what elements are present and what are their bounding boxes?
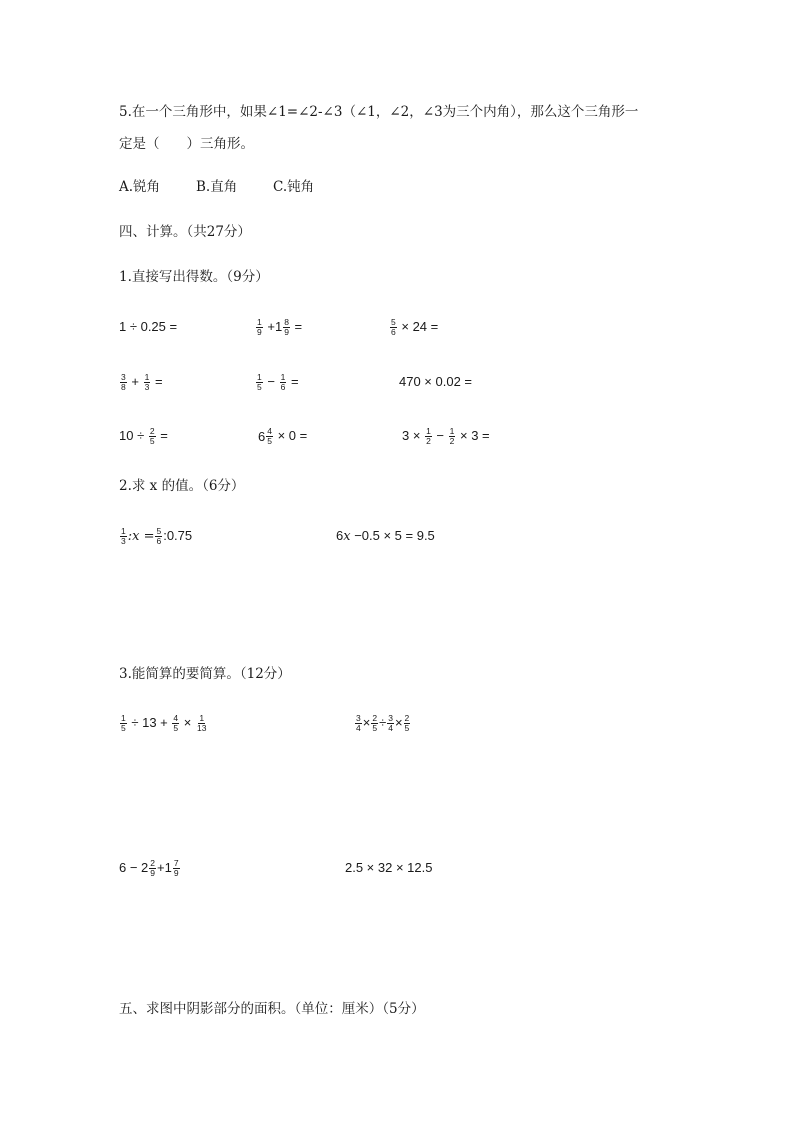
fraction: $\frac{1}{3}$	[144, 372, 150, 393]
fraction: $\frac{2}{9}$	[150, 858, 156, 879]
fraction: $\frac{2}{5}$	[372, 713, 378, 734]
sub1-title: 1.直接写出得数。（9分）	[119, 269, 269, 285]
operator: ÷	[379, 715, 387, 730]
equation-tail: :0.75	[163, 528, 193, 543]
operator: −	[436, 428, 445, 443]
simplify-expr-2	[354, 714, 411, 733]
calc-text: 6 − 2	[119, 860, 149, 875]
fraction: $\frac{3}{8}$	[121, 372, 126, 393]
equals: =	[290, 374, 299, 389]
equation-2	[336, 527, 435, 546]
q5-line1: 5.在一个三角形中，如果∠1=∠2-∠3（∠1，∠2，∠3为三个内角），那么这个三角形一	[119, 104, 639, 120]
fraction: $\frac{2}{5}$	[149, 426, 155, 447]
calc-text: × 3 =	[460, 428, 490, 443]
fraction: $\frac{3}{4}$	[388, 713, 393, 734]
fraction: $\frac{1}{2}$	[426, 426, 431, 447]
operator: ÷ 13 +	[131, 715, 168, 730]
variable-x: x	[343, 529, 351, 544]
fraction: $\frac{5}{6}$	[391, 317, 396, 338]
q5-option-a: A.锐角	[119, 179, 161, 195]
fraction: $\frac{8}{9}$	[284, 317, 289, 338]
simplify-expr-1	[119, 714, 208, 733]
calc-text: 3 ×	[402, 428, 421, 443]
calc-item-i	[402, 427, 490, 446]
fraction: $\frac{5}{6}$	[156, 526, 162, 547]
calc-text: 2.5 × 32 × 12.5	[345, 860, 433, 875]
equals: =	[294, 319, 303, 334]
q5-option-c: C.钝角	[273, 179, 315, 195]
operator: +1	[157, 860, 172, 875]
operator: ×	[183, 715, 192, 730]
fraction: $\frac{1}{2}$	[449, 426, 455, 447]
calc-text: 10 ÷	[119, 428, 145, 443]
calc-text: 470 × 0.02 =	[399, 374, 473, 389]
operator: +	[131, 374, 139, 389]
equation-coef: 6	[336, 528, 344, 543]
calc-text: × 24 =	[401, 319, 439, 334]
calc-item-c	[389, 318, 438, 337]
fraction: $\frac{1}{5}$	[257, 372, 262, 393]
operator: −	[267, 374, 275, 389]
fraction: $\frac{1}{5}$	[121, 713, 126, 734]
calc-item-d	[119, 373, 163, 392]
equals: =	[160, 428, 168, 443]
fraction: $\frac{3}{4}$	[356, 713, 361, 734]
calc-item-e	[255, 373, 299, 392]
mixed-number: 6 $\frac{4}{5}$	[258, 426, 272, 447]
fraction: $\frac{1}{6}$	[280, 372, 286, 393]
equals: =	[154, 374, 163, 389]
operator: +1	[267, 319, 283, 334]
q5-option-b: B.直角	[196, 179, 238, 195]
simplify-expr-4	[345, 859, 432, 877]
fraction: $\frac{1}{3}$	[121, 526, 126, 547]
sub3-title: 3.能简算的要简算。（12分）	[119, 666, 291, 682]
simplify-expr-3	[119, 859, 181, 878]
sub2-title: 2.求 x 的值。（6分）	[119, 478, 245, 494]
equation-mid: :x =	[127, 529, 155, 544]
calc-text: 1 ÷ 0.25 =	[119, 319, 178, 334]
calc-item-f	[399, 373, 472, 391]
fraction: $\frac{7}{9}$	[173, 858, 179, 879]
calc-text: × 0 =	[277, 428, 308, 443]
fraction: $\frac{4}{5}$	[173, 713, 179, 734]
calc-item-a	[119, 318, 177, 336]
operator: ×	[362, 715, 371, 730]
fraction: $\frac{1}{13}$	[196, 713, 207, 734]
fraction: $\frac{1}{9}$	[257, 317, 262, 338]
equation-tail: −0.5 × 5 = 9.5	[350, 528, 435, 543]
section5-title: 五、求图中阴影部分的面积。（单位：厘米）（5分）	[119, 1001, 425, 1017]
calc-item-h	[258, 427, 307, 446]
fraction: $\frac{2}{5}$	[404, 713, 410, 734]
calc-item-b	[255, 318, 302, 337]
section4-title: 四、计算。（共27分）	[119, 224, 251, 240]
operator: ×	[394, 715, 403, 730]
calc-item-g	[119, 427, 168, 446]
equation-1	[119, 527, 192, 546]
q5-line2: 定是（ ）三角形。	[119, 136, 254, 152]
